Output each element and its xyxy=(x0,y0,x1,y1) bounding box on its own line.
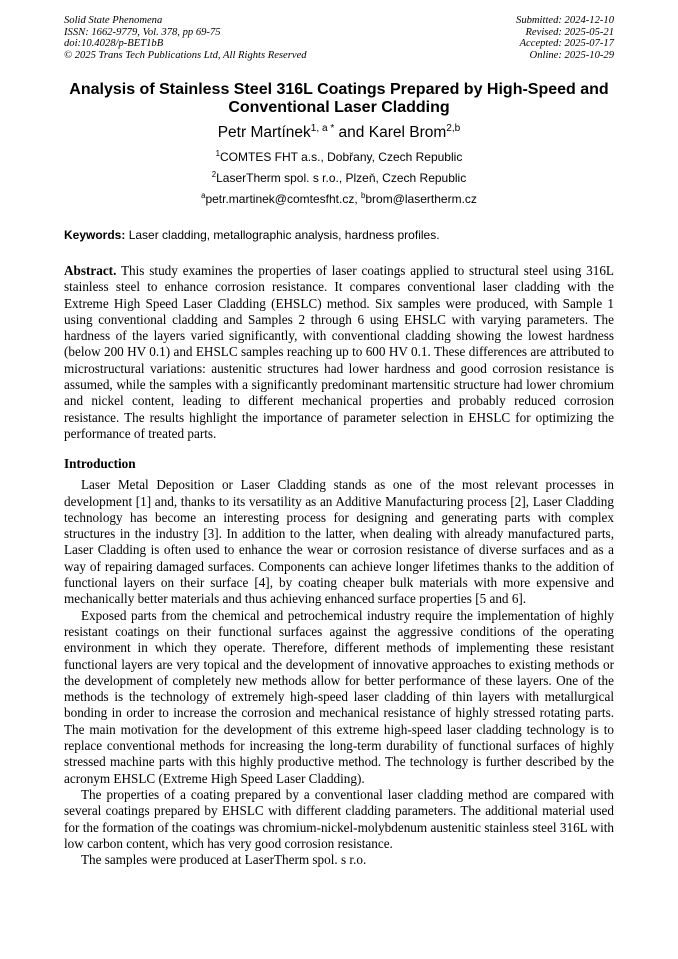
revised-date: Revised: 2025-05-21 xyxy=(525,26,614,38)
abstract xyxy=(64,263,614,442)
affiliation-1-text: COMTES FHT a.s., Dobřany, Czech Republic xyxy=(220,150,463,164)
paragraph: The properties of a coating prepared by a conventional laser cladding method are compared with several coatings prepared by EHSLC with different cladding parameters. The additional material used for the formation of the coatings was chromium-nickel-molybdenum austenitic stainless steel 316L with low carbon content, which has very good corrosion resistance. xyxy=(64,786,614,851)
email-b-sup: b xyxy=(361,191,366,200)
author-1-sup: 1, a * xyxy=(310,122,335,134)
affiliation-1-sup: 1 xyxy=(215,149,221,158)
affiliation-2 xyxy=(0,171,678,185)
copyright: © 2025 Trans Tech Publications Ltd, All Rights Reserved xyxy=(64,49,307,61)
author-and: and xyxy=(334,124,369,141)
issn-volume: ISSN: 1662-9779, Vol. 378, pp 69-75 xyxy=(64,26,221,38)
paragraph: The samples were produced at LaserTherm spol. s r.o. xyxy=(81,852,367,868)
keywords-text: Laser cladding, metallographic analysis, hardness profiles. xyxy=(125,228,440,242)
online-date: Online: 2025-10-29 xyxy=(529,49,614,61)
affiliation-2-text: LaserTherm spol. s r.o., Plzeň, Czech Republic xyxy=(216,171,467,185)
journal-name: Solid State Phenomena xyxy=(64,15,163,26)
accepted-date: Accepted: 2025-07-17 xyxy=(519,38,614,50)
introduction-heading: Introduction xyxy=(64,456,136,471)
author-2-sup: 2,b xyxy=(446,122,461,134)
paragraph: Laser Metal Deposition or Laser Cladding stands as one of the most relevant processes in development [1] and, thanks to its versatility as an Additive Manufacturing process [2], Laser Cladding technology has become an interesting process for designing and generating parts with complex structures in the industry [3]. In addition to the latter, when dealing with already manufactured parts, Laser Cladding is often used to enhance the wear or corrosion resistance of diverse surfaces and as a way of repairing damaged surfaces. Components can achieve longer lifetimes thanks to the addition of functional layers on their surface [4], by coating cheaper bulk materials with more expensive and mechanically better materials and thus achieving enhanced surface properties [5 and 6]. xyxy=(64,477,614,607)
affiliation-1 xyxy=(0,150,678,164)
authors xyxy=(0,124,678,142)
author-1: Petr Martínek xyxy=(217,124,311,141)
abstract-label: Abstract. xyxy=(64,263,117,278)
keywords xyxy=(64,228,440,242)
doi: doi:10.4028/p-BET1bB xyxy=(64,38,164,50)
email-b[interactable]: brom@lasertherm.cz xyxy=(365,192,477,206)
introduction-section xyxy=(64,456,614,868)
email-a-sup: a xyxy=(201,191,206,200)
author-2: Karel Brom xyxy=(368,124,447,141)
publication-dates xyxy=(516,15,614,61)
paper-title: Analysis of Stainless Steel 316L Coatings Prepared by High-Speed and Conventional Laser Cladding xyxy=(69,81,609,116)
paragraph: Exposed parts from the chemical and petrochemical industry require the implementation of highly resistant coatings on their functional surfaces against the aggressive conditions of the operating environment in which they operate. Therefore, different methods of implementing these resistant functional layers are very topical and the development of innovative approaches to existing methods or the development of completely new methods allow for better performance of these layers. One of the methods is the technology of extremely high-speed laser cladding of thin layers with metallurgical bonding in order to increase the corrosion and mechanical resistance of highly stressed rotating parts. The main motivation for the development of this extreme high-speed laser cladding technology is to replace conventional methods for increasing the long-term durability of functional surfaces of highly stressed machine parts with this highly productive method. The technology is further described by the acronym EHSLC (Extreme High Speed Laser Cladding). xyxy=(64,607,614,786)
keywords-label: Keywords: xyxy=(64,228,126,242)
email-a[interactable]: petr.martinek@comtesfht.cz, xyxy=(205,192,362,206)
affiliation-2-sup: 2 xyxy=(211,170,217,179)
abstract-text: This study examines the properties of laser coatings applied to structural steel using 316L stainless steel to enhance corrosion resistance. It compares conventional laser cladding with the Extreme High Speed Laser Cladding (EHSLC) method. Six samples were produced, with Sample 1 using conventional cladding and Samples 2 through 6 using EHSLC with varying parameters. The hardness of the layers varied significantly, with conventional cladding showing the lowest hardness (below 200 HV 0.1) and EHSLC samples reaching up to 600 HV 0.1. These differences are attributed to microstructural variations: austenitic structures had lower hardness and good corrosion resistance is assumed, while the samples with a significantly predominant martensitic structure had lower chromium and nickel content, leading to different mechanical properties and probably reduced corrosion resistance. The results highlight the importance of parameter selection in EHSLC for optimizing the performance of treated parts. xyxy=(64,263,614,441)
journal-info xyxy=(64,15,307,61)
submitted-date: Submitted: 2024-12-10 xyxy=(516,15,614,26)
emails xyxy=(0,192,678,206)
